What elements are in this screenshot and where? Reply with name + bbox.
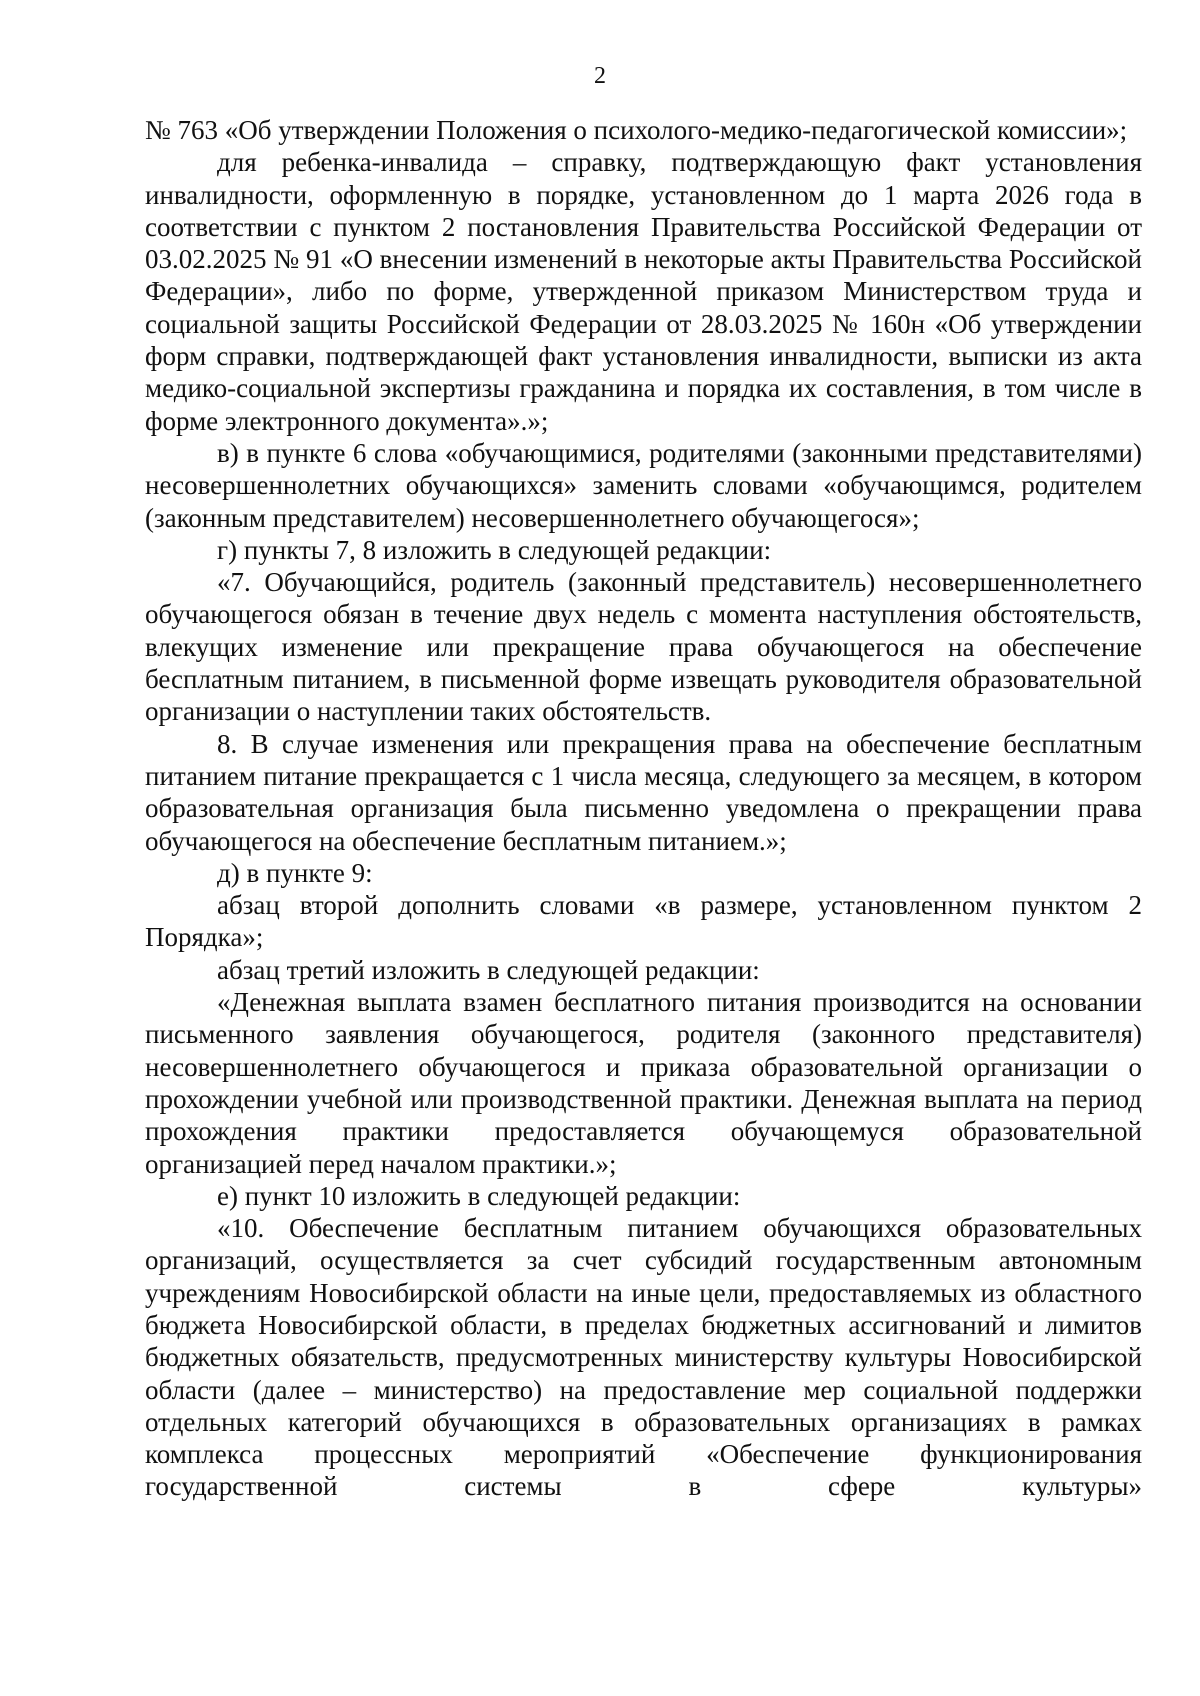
paragraph-3: в) в пункте 6 слова «обучающимися, родителями (законными представителями) несовершеннолетних обучающихся» заменить словами «обучающимся, родителем (законным представителем) несовершеннолетнего обучающегося»; (145, 437, 1142, 533)
paragraph-7: д) в пункте 9: (217, 857, 373, 888)
page-number: 2 (594, 63, 606, 89)
paragraph-10: «Денежная выплата взамен бесплатного питания производится на основании письменного заявления обучающегося, родителя (законного представителя) несовершеннолетнего обучающегося и приказа образовательной организации о прохождении учебной или производственной практики. Денежная выплата на период прохождения практики предоставляется обучающемуся образовательной организацией перед началом практики.»; (145, 987, 1142, 1179)
paragraph-4: г) пункты 7, 8 изложить в следующей редакции: (217, 534, 772, 565)
paragraph-5: «7. Обучающийся, родитель (законный представитель) несовершеннолетнего обучающегося обязан в течение двух недель с момента наступления обстоятельств, влекущих изменение или прекращение права обучающегося на обеспечение бесплатным питанием, в письменной форме извещать руководителя образовательной организации о наступлении таких обстоятельств. (145, 567, 1142, 727)
paragraph-12: «10. Обеспечение бесплатным питанием обучающихся образовательных организаций, осуществляется за счет субсидий государственным автономным учреждениям Новосибирской области на иные цели, предоставляемых из областного бюджета Новосибирской области, в пределах бюджетных ассигнований и лимитов бюджетных обязательств, предусмотренных министерству культуры Новосибирской области (далее – министерство) на предоставление мер социальной поддержки отдельных категорий обучающихся в образовательных организациях в рамках комплекса процессных мероприятий «Обеспечение функционирования государственной системы в сфере культуры» (145, 1213, 1142, 1502)
paragraph-11: е) пункт 10 изложить в следующей редакции: (217, 1180, 741, 1211)
document-body (145, 114, 1142, 1503)
paragraph-6: 8. В случае изменения или прекращения права на обеспечение бесплатным питанием питание прекращается с 1 числа месяца, следующего за месяцем, в котором образовательная организация была письменно уведомлена о прекращении права обучающегося на обеспечение бесплатным питанием.»; (145, 728, 1142, 856)
paragraph-9: абзац третий изложить в следующей редакции: (217, 954, 760, 985)
paragraph-8: абзац второй дополнить словами «в размере, установленном пунктом 2 Порядка»; (145, 890, 1142, 953)
paragraph-2: для ребенка-инвалида – справку, подтверждающую факт установления инвалидности, оформленную в порядке, установленном до 1 марта 2026 года в соответствии с пунктом 2 постановления Правительства Российской Федерации от 03.02.2025 № 91 «О внесении изменений в некоторые акты Правительства Российской Федерации», либо по форме, утвержденной приказом Министерством труда и социальной защиты Российской Федерации от 28.03.2025 № 160н «Об утверждении форм справки, подтверждающей факт установления инвалидности, выписки из акта медико-социальной экспертизы гражданина и порядка их составления, в том числе в форме электронного документа».»; (145, 147, 1142, 436)
paragraph-1: № 763 «Об утверждении Положения о психолого-медико-педагогической комиссии»; (145, 115, 1128, 145)
